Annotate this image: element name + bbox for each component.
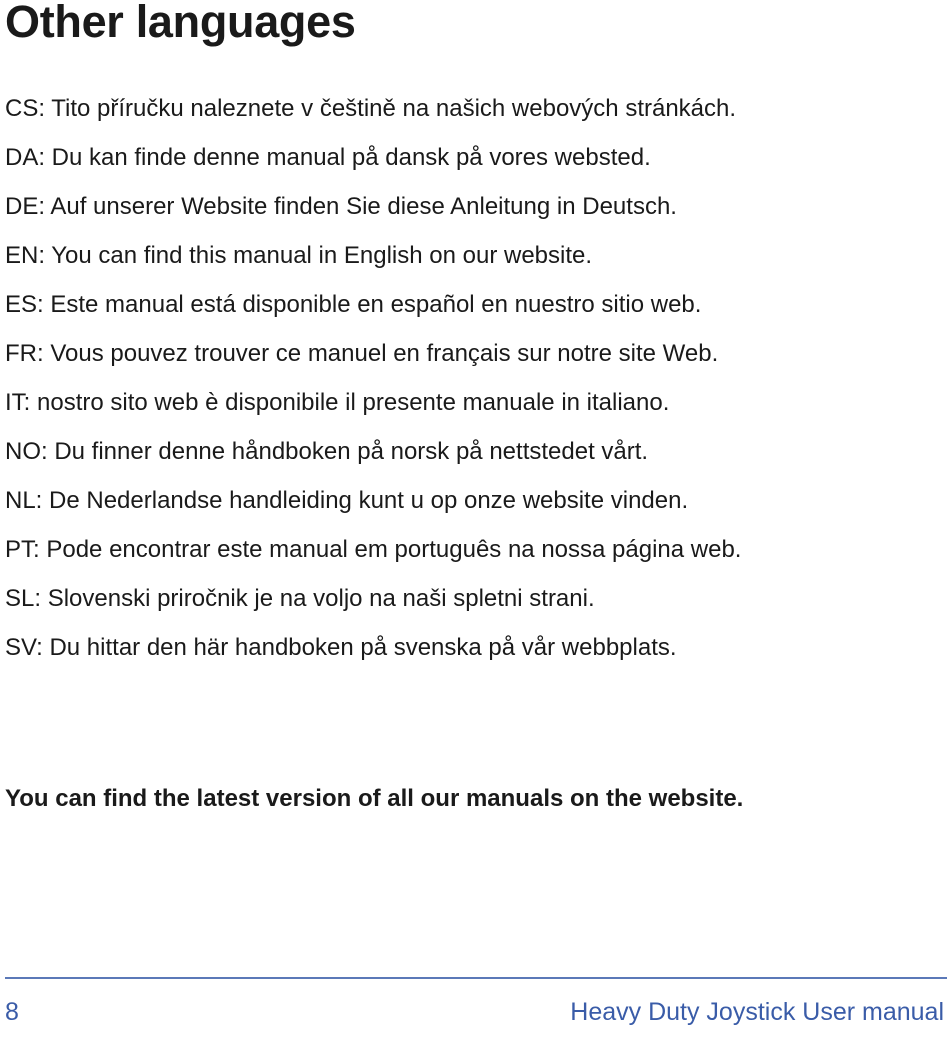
page-title: Other languages [5, 0, 356, 47]
footer-divider [5, 977, 947, 979]
language-line-sl: SL: Slovenski priročnik je na voljo na naši spletni strani. [5, 585, 595, 612]
latest-version-note: You can find the latest version of all our manuals on the website. [5, 785, 744, 812]
language-line-da: DA: Du kan finde denne manual på dansk på vores websted. [5, 144, 651, 171]
language-line-en: EN: You can find this manual in English on our website. [5, 242, 593, 269]
language-line-cs: CS: Tito příručku naleznete v češtině na našich webových stránkách. [5, 95, 737, 122]
language-line-sv: SV: Du hittar den här handboken på svenska på vår webbplats. [5, 634, 677, 661]
language-line-fr: FR: Vous pouvez trouver ce manuel en français sur notre site Web. [5, 340, 719, 367]
language-line-no: NO: Du finner denne håndboken på norsk på nettstedet vårt. [5, 438, 649, 465]
language-line-pt: PT: Pode encontrar este manual em português na nossa página web. [5, 536, 742, 563]
page-number: 8 [5, 998, 19, 1026]
language-line-it: IT: nostro sito web è disponibile il presente manuale in italiano. [5, 389, 670, 416]
language-line-de: DE: Auf unserer Website finden Sie diese Anleitung in Deutsch. [5, 193, 677, 220]
footer-document-title: Heavy Duty Joystick User manual [570, 998, 944, 1026]
language-line-es: ES: Este manual está disponible en español en nuestro sitio web. [5, 291, 702, 318]
language-list [5, 84, 741, 672]
language-line-nl: NL: De Nederlandse handleiding kunt u op onze website vinden. [5, 487, 689, 514]
